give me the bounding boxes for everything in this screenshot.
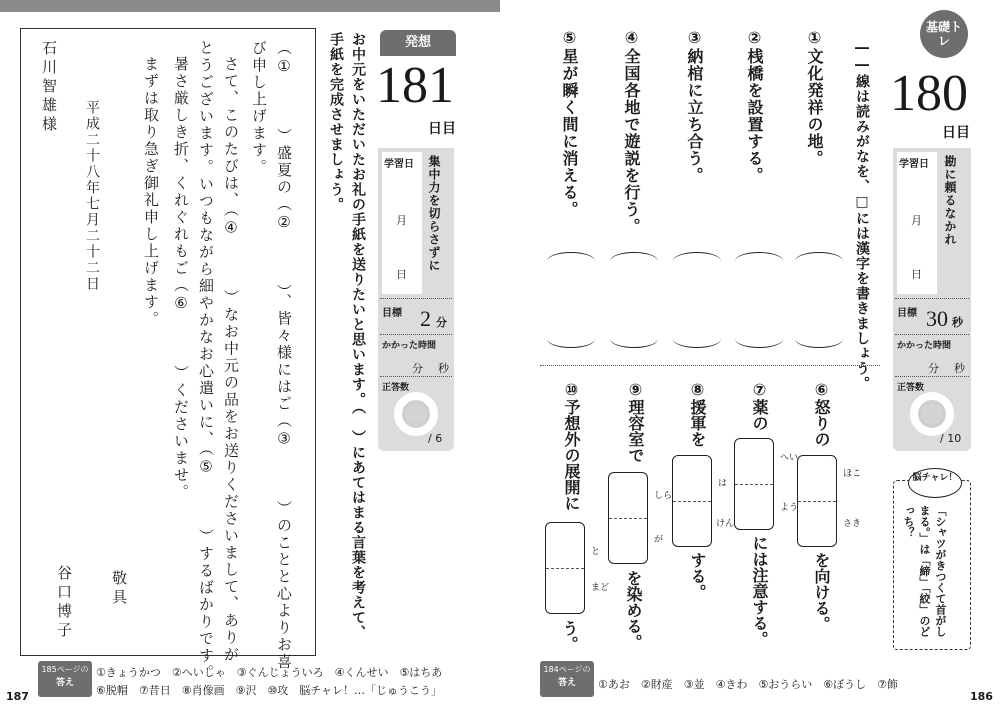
question-number: ④ xyxy=(622,28,641,48)
time-min: 分 xyxy=(928,362,939,375)
letter-line-1: （① ）盛夏の（② ）、皆々様にはご（③ ）のことと心よりお喜 xyxy=(275,40,293,671)
instruction: お中元をいただいたお礼の手紙を送りたいと思います。（ ）にあてはまる言葉を考えて、手紙を完成させましょう。 xyxy=(328,32,366,640)
question-number: ② xyxy=(745,28,764,48)
answers-line-1: ①きょうかつ ②へいしゃ ③ぐんじょういろ ④くんせい ⑤はちあ xyxy=(96,666,443,679)
letter-sender: 谷口博子 xyxy=(55,565,73,641)
day-unit: 日目 xyxy=(942,125,970,141)
question-10-post: う。 xyxy=(560,620,579,652)
study-day-label: 学習日 xyxy=(899,159,929,170)
answer-paren-2[interactable] xyxy=(735,330,783,348)
day-number: 181 xyxy=(376,57,454,114)
question-9-post: を染める。 xyxy=(624,570,643,650)
question-8-pre xyxy=(686,380,709,447)
question-text: 予想外の展開に xyxy=(562,399,581,511)
divider xyxy=(380,298,452,299)
letter-line-2: び申し上げます。 xyxy=(250,40,268,176)
question-6-pre xyxy=(810,380,833,447)
score-circle-icon xyxy=(910,392,954,436)
question-5 xyxy=(558,28,581,218)
target-unit: 秒 xyxy=(952,316,963,329)
question-text: 納棺に立ち合う。 xyxy=(685,48,704,184)
tagline: 勘に頼るなかれ xyxy=(943,155,957,246)
kanji-box-7[interactable] xyxy=(734,438,774,530)
answers-label: 答え xyxy=(55,678,74,688)
furigana: しら xyxy=(654,491,673,501)
answer-paren-4[interactable] xyxy=(610,252,658,270)
furigana: さき xyxy=(843,519,862,529)
answers-line-2: ⑥脱帽 ⑦昔日 ⑧肖像画 ⑨沢 ⑩攻 脳チャレ！…「じゅうこう」 xyxy=(96,684,442,697)
question-6-post: を向ける。 xyxy=(812,552,831,632)
kanji-box-9[interactable] xyxy=(608,472,648,564)
furigana: まど xyxy=(591,583,610,593)
page-ref: 185ページの xyxy=(41,665,89,674)
question-7-pre xyxy=(748,380,771,431)
question-number: ⑥ xyxy=(812,380,831,399)
letter-date: 平成二十八年七月二十二日 xyxy=(84,100,100,292)
instruction: ――線は読みがなを、□には漢字を書きましょう。 xyxy=(854,40,870,391)
study-month: 月 xyxy=(396,214,407,227)
tagline: 集中力を切らさずに xyxy=(427,155,441,272)
day-number: 180 xyxy=(890,65,968,122)
answer-paren-4[interactable] xyxy=(610,330,658,348)
correct-label: 正答数 xyxy=(897,383,925,393)
target-label: 目標 xyxy=(897,308,917,319)
answer-paren-5[interactable] xyxy=(547,330,595,348)
day-unit: 日目 xyxy=(428,121,456,137)
top-gray-bar xyxy=(0,0,500,12)
question-10-pre xyxy=(560,380,583,511)
header-label: 発想 xyxy=(380,30,456,56)
study-day: 日 xyxy=(396,268,407,281)
question-text: 星が瞬く間に消える。 xyxy=(560,48,579,218)
answer-paren-2[interactable] xyxy=(735,252,783,270)
page-number: 186 xyxy=(970,690,993,703)
question-number: ⑤ xyxy=(560,28,579,48)
question-text: 怒りの xyxy=(812,399,831,447)
category-badge: 基礎トレ xyxy=(920,10,968,58)
answers-label: 答え xyxy=(557,678,576,688)
letter-line-4: とうございます。いつもながら細やかなお心遣いに、（⑤ ）するばかりです。 xyxy=(197,40,215,682)
time-label: かかった時間 xyxy=(382,341,437,351)
kanji-box-6[interactable] xyxy=(797,455,837,547)
answer-paren-1[interactable] xyxy=(795,252,843,270)
time-min: 分 xyxy=(412,362,423,375)
page-ref: 184ページの xyxy=(543,665,591,674)
target-label: 目標 xyxy=(382,308,402,319)
study-day-label: 学習日 xyxy=(384,159,414,170)
question-number: ⑨ xyxy=(626,380,645,399)
time-sec: 秒 xyxy=(954,362,965,375)
divider xyxy=(895,376,969,377)
answer-paren-3[interactable] xyxy=(673,252,721,270)
target-value: 2 xyxy=(420,306,431,331)
question-number: ⑧ xyxy=(688,380,707,399)
kanji-box-8[interactable] xyxy=(672,455,712,547)
correct-label: 正答数 xyxy=(382,383,410,393)
furigana: は xyxy=(718,479,728,489)
furigana: が xyxy=(654,535,664,545)
furigana: けん xyxy=(716,519,735,529)
question-number: ⑩ xyxy=(562,380,581,399)
right-page xyxy=(500,0,1000,723)
question-3 xyxy=(683,28,706,184)
question-text: 文化発祥の地。 xyxy=(805,48,824,167)
page-number: 187 xyxy=(6,690,29,703)
question-number: ① xyxy=(805,28,824,48)
answer-paren-5[interactable] xyxy=(547,252,595,270)
divider xyxy=(380,334,452,335)
target-unit: 分 xyxy=(436,316,447,329)
question-2 xyxy=(743,28,766,184)
question-text: 理容室で xyxy=(626,399,645,463)
question-9-pre xyxy=(624,380,647,463)
letter-closing: 敬具 xyxy=(110,570,128,608)
furigana: よう xyxy=(780,503,799,513)
question-8-post: する。 xyxy=(688,552,707,600)
furigana: ほこ xyxy=(843,469,862,479)
correct-total: / 6 xyxy=(428,432,443,445)
furigana: へい xyxy=(780,453,799,463)
divider xyxy=(895,334,969,335)
question-number: ⑦ xyxy=(750,380,769,399)
letter-recipient: 石川智雄様 xyxy=(40,40,58,135)
answer-paren-3[interactable] xyxy=(673,330,721,348)
furigana: と xyxy=(591,547,601,557)
answer-paren-1[interactable] xyxy=(795,330,843,348)
question-number: ③ xyxy=(685,28,704,48)
brain-badge: 脳チャレ！ xyxy=(908,468,962,498)
time-label: かかった時間 xyxy=(897,341,952,351)
correct-total: / 10 xyxy=(940,432,962,445)
study-day: 日 xyxy=(911,268,922,281)
target-value: 30 xyxy=(926,306,948,331)
letter-line-5: 暑さ厳しき折、くれぐれもご（⑥ ）くださいませ。 xyxy=(172,56,190,501)
question-7-post: には注意する。 xyxy=(750,535,769,647)
question-text: 桟橋を設置する。 xyxy=(745,48,764,184)
letter-frame xyxy=(20,28,316,656)
letter-line-3: さて、このたびは、（④ ）なお中元の品をお送りくださいまして、ありが xyxy=(222,56,240,664)
score-circle-icon xyxy=(394,392,438,436)
question-1 xyxy=(803,28,826,167)
time-sec: 秒 xyxy=(438,362,449,375)
question-4 xyxy=(620,28,643,235)
answer-ref-badge xyxy=(540,661,594,697)
divider xyxy=(895,298,969,299)
divider xyxy=(380,376,452,377)
question-text: 全国各地で遊説を行う。 xyxy=(622,48,641,235)
letter-line-6: まずは取り急ぎ御礼申し上げます。 xyxy=(142,56,160,328)
study-month: 月 xyxy=(911,214,922,227)
question-text: 援軍を xyxy=(688,399,707,447)
question-text: 薬の xyxy=(750,399,769,431)
answers-line: ①あお ②財産 ③並 ④きわ ⑤おうらい ⑥ぼうし ⑦飾 xyxy=(598,678,899,691)
section-divider xyxy=(540,365,880,366)
answer-ref-badge xyxy=(38,661,92,697)
brain-question: 「シャツがきつくて首がしまる。」は「締」「絞」のどっち？ xyxy=(902,505,947,637)
kanji-box-10[interactable] xyxy=(545,522,585,614)
